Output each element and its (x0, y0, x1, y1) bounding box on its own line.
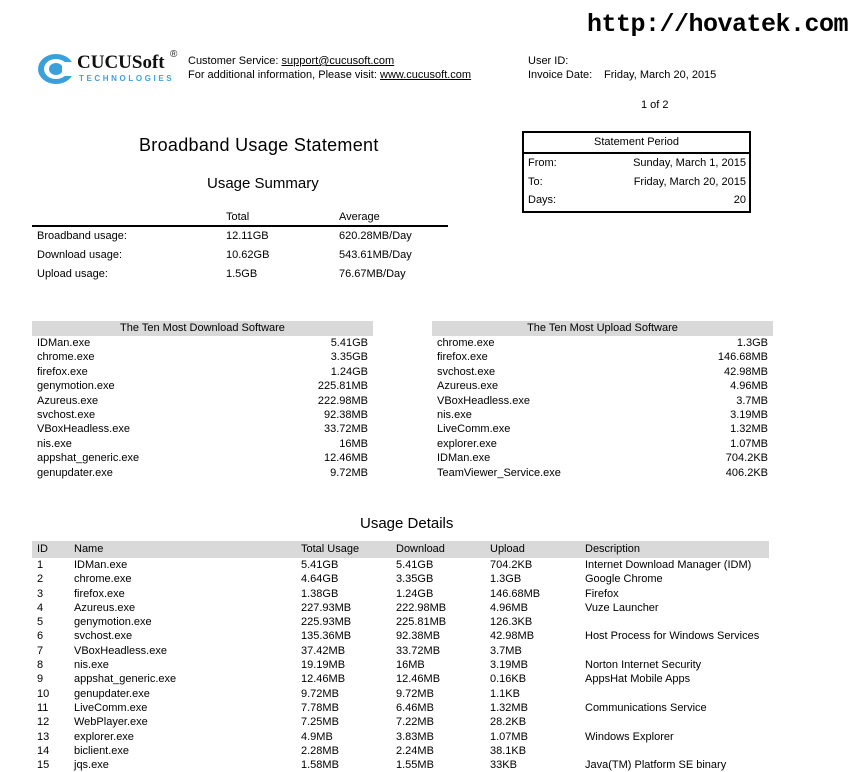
period-days-value: 20 (733, 194, 746, 206)
watermark-url: http://hovatek.com (587, 10, 848, 39)
software-size: 12.46MB (323, 452, 368, 465)
user-info (528, 54, 716, 82)
software-name: nis.exe (37, 437, 72, 450)
row-total-usage: 135.36MB (301, 630, 352, 643)
cucusoft-logo-icon (36, 52, 76, 86)
table-row (32, 687, 769, 701)
list-item (432, 365, 773, 379)
row-total-usage: 37.42MB (301, 644, 346, 657)
software-size: 1.24GB (330, 365, 368, 378)
row-id: 12 (37, 716, 50, 729)
software-size: 222.98MB (317, 394, 368, 407)
table-row (32, 629, 769, 643)
row-id: 15 (37, 759, 50, 772)
table-row (32, 644, 769, 658)
row-name: explorer.exe (74, 730, 134, 743)
summary-total-header: Total (226, 211, 250, 223)
table-row (32, 601, 769, 615)
table-row (32, 615, 769, 629)
row-description: Host Process for Windows Services (585, 630, 760, 643)
row-name: Azureus.exe (74, 601, 136, 614)
cucusoft-logo (36, 50, 186, 88)
list-item (432, 408, 773, 422)
period-from-label: From: (528, 157, 557, 169)
row-total-usage: 9.72MB (301, 687, 339, 700)
row-name: nis.exe (74, 659, 109, 672)
row-download: 1.55MB (396, 759, 434, 772)
row-download: 12.46MB (396, 673, 441, 686)
row-upload: 38.1KB (490, 744, 527, 757)
software-name: IDMan.exe (437, 452, 491, 465)
list-item (32, 466, 373, 480)
table-row (32, 658, 769, 672)
period-from-row (524, 154, 749, 173)
list-item (432, 350, 773, 364)
row-id: 11 (37, 701, 49, 714)
usage-details-table (32, 541, 769, 772)
summary-total: 12.11GB (226, 230, 269, 242)
row-id: 2 (37, 573, 44, 586)
row-total-usage: 5.41GB (301, 559, 339, 571)
row-description: Google Chrome (585, 573, 663, 586)
list-item (32, 379, 373, 393)
row-download: 3.83MB (396, 730, 434, 743)
software-size: 92.38MB (323, 408, 368, 421)
row-total-usage: 2.28MB (301, 744, 339, 757)
list-item (432, 336, 773, 350)
list-item (432, 394, 773, 408)
row-total-usage: 12.46MB (301, 673, 346, 686)
row-download: 16MB (396, 659, 425, 672)
user-id-label: User ID: (528, 55, 569, 67)
row-upload: 1.1KB (490, 687, 520, 700)
row-upload: 28.2KB (490, 716, 527, 729)
row-name: jqs.exe (74, 759, 109, 772)
statement-period-title: Statement Period (524, 133, 749, 154)
header-name: Name (74, 543, 104, 555)
table-row (32, 558, 769, 572)
row-id: 6 (37, 630, 44, 643)
software-size: 1.3GB (736, 337, 768, 349)
row-name: biclient.exe (74, 744, 130, 757)
header-id: ID (37, 543, 48, 555)
page-indicator: 1 of 2 (641, 99, 669, 111)
row-id: 1 (37, 559, 44, 571)
row-total-usage: 225.93MB (301, 616, 352, 629)
summary-average-header: Average (339, 211, 380, 223)
details-header-row (32, 541, 769, 558)
row-upload: 3.19MB (490, 659, 528, 672)
software-size: 1.07MB (730, 437, 768, 450)
summary-label: Download usage: (37, 249, 123, 261)
software-size: 3.7MB (736, 394, 768, 407)
software-name: IDMan.exe (37, 337, 91, 349)
software-name: explorer.exe (437, 437, 497, 450)
customer-service-label: Customer Service: (188, 55, 279, 67)
top-download-box (32, 321, 373, 480)
software-name: appshat_generic.exe (37, 452, 140, 465)
software-name: chrome.exe (437, 337, 495, 349)
summary-row (32, 246, 448, 265)
row-description: Firefox (585, 587, 619, 600)
summary-total: 10.62GB (226, 249, 270, 261)
row-upload: 4.96MB (490, 601, 528, 614)
list-item (32, 408, 373, 422)
row-upload: 42.98MB (490, 630, 535, 643)
row-download: 9.72MB (396, 687, 434, 700)
row-download: 5.41GB (396, 559, 434, 571)
summary-label: Broadband usage: (37, 230, 127, 242)
logo-tagline: TECHNOLOGIES (79, 74, 175, 83)
row-upload: 3.7MB (490, 644, 522, 657)
summary-average: 76.67MB/Day (339, 268, 406, 280)
list-item (32, 350, 373, 364)
period-days-row (524, 191, 749, 210)
list-item (432, 379, 773, 393)
row-id: 8 (37, 659, 44, 672)
summary-header-row (32, 207, 448, 227)
list-item (432, 437, 773, 451)
row-id: 13 (37, 730, 50, 743)
header-description: Description (585, 543, 641, 555)
software-size: 146.68MB (717, 351, 768, 364)
software-name: VBoxHeadless.exe (437, 394, 530, 407)
row-upload: 33KB (490, 759, 517, 772)
row-total-usage: 7.78MB (301, 701, 339, 714)
row-total-usage: 1.38GB (301, 587, 339, 600)
top-download-title: The Ten Most Download Software (32, 321, 373, 336)
row-name: IDMan.exe (74, 559, 128, 571)
website-link[interactable]: www.cucusoft.com (380, 69, 472, 81)
row-id: 5 (37, 616, 44, 629)
invoice-date-label: Invoice Date: (528, 69, 593, 81)
top-upload-box (432, 321, 773, 480)
list-item (32, 336, 373, 350)
row-description: Internet Download Manager (IDM) (585, 559, 752, 571)
software-size: 9.72MB (330, 466, 368, 479)
additional-info-label: For additional information, Please visit: (188, 69, 377, 81)
period-to-value: Friday, March 20, 2015 (633, 175, 746, 188)
table-row (32, 701, 769, 715)
table-row (32, 587, 769, 601)
row-description: Windows Explorer (585, 730, 674, 743)
software-size: 4.96MB (730, 380, 768, 393)
summary-label: Upload usage: (37, 268, 108, 280)
table-row (32, 758, 769, 772)
row-description: Java(TM) Platform SE binary (585, 759, 727, 772)
period-to-label: To: (528, 175, 543, 188)
period-days-label: Days: (528, 194, 557, 206)
software-name: genupdater.exe (37, 466, 113, 479)
row-download: 222.98MB (396, 601, 447, 614)
row-upload: 0.16KB (490, 673, 527, 686)
period-from-value: Sunday, March 1, 2015 (633, 157, 746, 169)
row-upload: 704.2KB (490, 559, 533, 571)
software-name: firefox.exe (437, 351, 488, 364)
list-item (32, 422, 373, 436)
row-download: 33.72MB (396, 644, 441, 657)
row-id: 4 (37, 601, 44, 614)
invoice-date-value: Friday, March 20, 2015 (604, 69, 717, 81)
row-description: Norton Internet Security (585, 659, 702, 672)
list-item (32, 394, 373, 408)
row-id: 10 (37, 687, 50, 700)
software-size: 406.2KB (725, 466, 768, 479)
software-size: 16MB (339, 437, 368, 450)
software-size: 42.98MB (723, 365, 768, 378)
row-download: 1.24GB (396, 587, 434, 600)
software-name: Azureus.exe (437, 380, 499, 393)
summary-row (32, 227, 448, 246)
header-total-usage: Total Usage (301, 543, 360, 555)
row-total-usage: 1.58MB (301, 759, 339, 772)
summary-average: 620.28MB/Day (339, 230, 412, 242)
contact-info (188, 54, 471, 82)
software-size: 33.72MB (323, 423, 368, 436)
row-name: genymotion.exe (74, 616, 152, 629)
table-row (32, 730, 769, 744)
list-item (432, 451, 773, 465)
software-name: firefox.exe (37, 365, 88, 378)
row-download: 2.24MB (396, 744, 434, 757)
row-name: appshat_generic.exe (74, 673, 177, 686)
row-total-usage: 4.64GB (301, 573, 339, 586)
row-upload: 126.3KB (490, 616, 533, 629)
software-name: genymotion.exe (37, 380, 115, 393)
statement-period-box (522, 131, 751, 213)
software-size: 3.35GB (330, 351, 368, 364)
table-row (32, 672, 769, 686)
table-row (32, 715, 769, 729)
period-to-row (524, 173, 749, 192)
header-upload: Upload (490, 543, 525, 555)
usage-details-title: Usage Details (360, 515, 454, 532)
list-item (432, 466, 773, 480)
logo-brand: CUCUSoft (77, 52, 165, 73)
row-description: AppsHat Mobile Apps (585, 673, 691, 686)
list-item (32, 451, 373, 465)
table-row (32, 572, 769, 586)
software-name: TeamViewer_Service.exe (437, 466, 561, 479)
row-id: 9 (37, 673, 44, 686)
row-name: genupdater.exe (74, 687, 150, 700)
software-name: svchost.exe (37, 408, 96, 421)
software-size: 5.41GB (330, 337, 368, 349)
row-description: Communications Service (585, 701, 707, 714)
row-name: WebPlayer.exe (74, 716, 148, 729)
row-upload: 146.68MB (490, 587, 541, 600)
summary-total: 1.5GB (226, 268, 258, 280)
list-item (32, 437, 373, 451)
software-name: Azureus.exe (37, 394, 99, 407)
software-name: chrome.exe (37, 351, 95, 364)
row-download: 6.46MB (396, 701, 434, 714)
list-item (432, 422, 773, 436)
row-download: 92.38MB (396, 630, 441, 643)
row-name: LiveComm.exe (74, 701, 148, 714)
row-download: 225.81MB (396, 616, 447, 629)
software-name: VBoxHeadless.exe (37, 423, 130, 436)
row-name: VBoxHeadless.exe (74, 644, 167, 657)
row-id: 14 (37, 744, 50, 757)
row-id: 7 (37, 644, 44, 657)
logo-registered-mark: ® (170, 49, 178, 60)
statement-title: Broadband Usage Statement (139, 135, 379, 155)
row-total-usage: 19.19MB (301, 659, 346, 672)
usage-summary-title: Usage Summary (207, 175, 319, 192)
summary-average: 543.61MB/Day (339, 249, 412, 261)
row-total-usage: 7.25MB (301, 716, 339, 729)
details-rows (32, 558, 769, 772)
row-upload: 1.07MB (490, 730, 528, 743)
header-download: Download (396, 543, 445, 555)
software-name: LiveComm.exe (437, 423, 511, 436)
row-upload: 1.32MB (490, 701, 528, 714)
row-total-usage: 4.9MB (301, 730, 333, 743)
row-download: 7.22MB (396, 716, 434, 729)
software-size: 225.81MB (317, 380, 368, 393)
top-upload-title: The Ten Most Upload Software (432, 321, 773, 336)
software-name: nis.exe (437, 408, 472, 421)
software-name: svchost.exe (437, 365, 496, 378)
row-upload: 1.3GB (490, 573, 522, 586)
software-size: 3.19MB (730, 408, 768, 421)
row-download: 3.35GB (396, 573, 434, 586)
row-name: svchost.exe (74, 630, 133, 643)
usage-summary-table (32, 207, 448, 284)
support-email-link[interactable]: support@cucusoft.com (281, 55, 395, 67)
row-total-usage: 227.93MB (301, 601, 352, 614)
row-name: firefox.exe (74, 587, 125, 600)
row-name: chrome.exe (74, 573, 132, 586)
row-description: Vuze Launcher (585, 601, 659, 614)
software-size: 1.32MB (730, 423, 768, 436)
table-row (32, 744, 769, 758)
list-item (32, 365, 373, 379)
summary-row (32, 265, 448, 284)
software-size: 704.2KB (725, 452, 768, 465)
row-id: 3 (37, 587, 44, 600)
